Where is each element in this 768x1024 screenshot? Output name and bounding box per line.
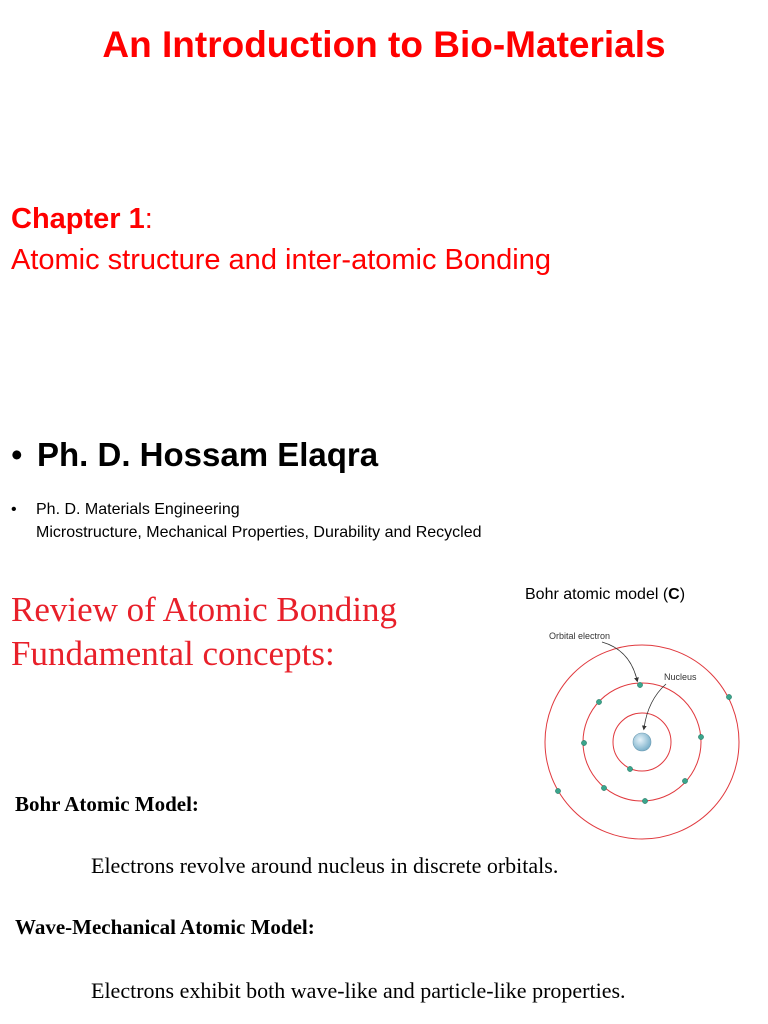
bohr-atom-diagram — [530, 620, 760, 840]
electron — [682, 778, 687, 783]
page-title: An Introduction to Bio-Materials — [102, 24, 666, 65]
bohr-model-label: Bohr Atomic Model: — [15, 792, 199, 816]
electron — [555, 788, 560, 793]
nucleus — [633, 733, 651, 751]
wave-model-description: Electrons exhibit both wave-like and particle-like properties. — [91, 978, 626, 1003]
electron — [627, 766, 632, 771]
author-name: Ph. D. Hossam Elaqra — [37, 436, 379, 473]
electron — [601, 785, 606, 790]
bohr-model-description: Electrons revolve around nucleus in discrete orbitals. — [91, 853, 559, 878]
orbital-electron-label: Orbital electron — [549, 631, 611, 641]
caption-suffix: ) — [679, 586, 686, 603]
caption-letter: C — [668, 586, 680, 603]
review-heading-line1: Review of Atomic Bonding — [11, 590, 397, 629]
chapter-subtitle: Atomic structure and inter-atomic Bonding — [11, 244, 551, 276]
chapter-label: Chapter 1 — [11, 203, 145, 235]
electron — [637, 682, 642, 687]
author-details-item — [11, 498, 482, 544]
diagram-caption — [525, 586, 685, 604]
bullet-marker: • — [11, 501, 17, 518]
review-heading — [11, 588, 397, 676]
author-specialization: Microstructure, Mechanical Properties, Durability and Recycled — [36, 524, 482, 541]
electron — [596, 699, 601, 704]
author-name-item — [11, 436, 378, 474]
electron — [581, 740, 586, 745]
nucleus-label: Nucleus — [664, 672, 697, 682]
wave-model-label: Wave-Mechanical Atomic Model: — [15, 915, 315, 939]
electron — [726, 694, 731, 699]
bullet-marker: • — [11, 436, 23, 473]
electron — [642, 798, 647, 803]
review-heading-line2: Fundamental concepts: — [11, 634, 335, 673]
author-degree: Ph. D. Materials Engineering — [36, 501, 240, 518]
caption-prefix: Bohr atomic model ( — [525, 586, 669, 603]
electron — [698, 734, 703, 739]
chapter-heading — [11, 202, 153, 236]
chapter-separator: : — [144, 203, 153, 235]
